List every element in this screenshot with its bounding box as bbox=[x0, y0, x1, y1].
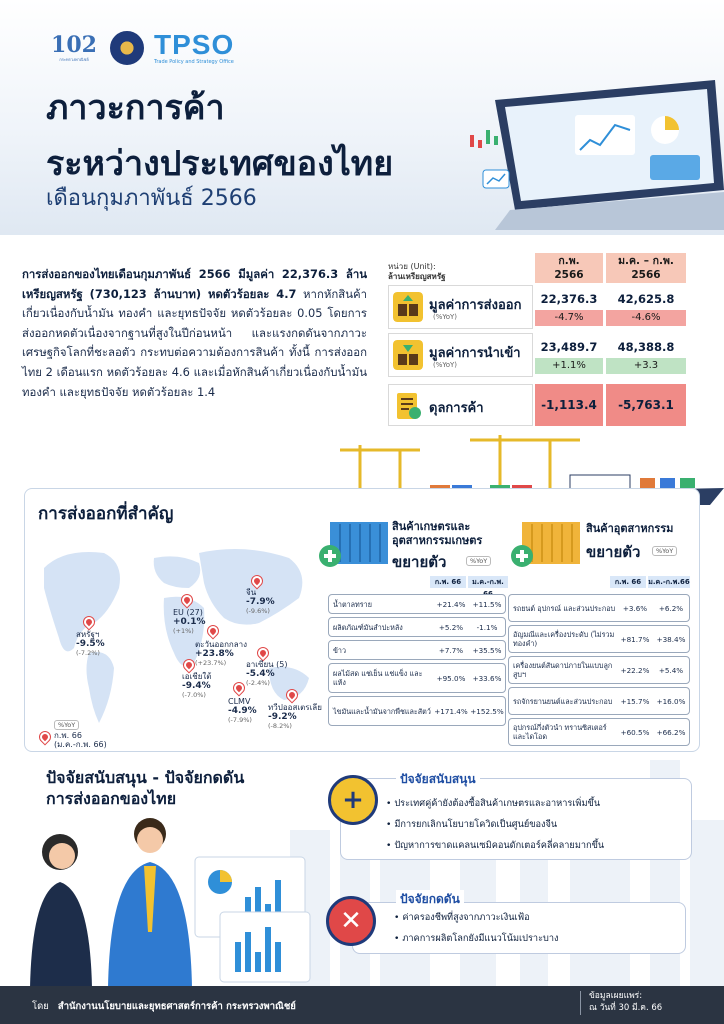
market-south-asia-name: เอเชียใต้ bbox=[182, 672, 212, 681]
industrial-heading: สินค้าอุตสาหกรรม bbox=[586, 522, 674, 535]
pressure-bullet-text: ภาคการผลิตโลกยังมีแนวโน้มเปราะบาง bbox=[402, 933, 559, 944]
agri-row bbox=[328, 640, 506, 660]
industrial-row-a: +22.2% bbox=[620, 665, 650, 675]
factors-title-2: การส่งออกของไทย bbox=[46, 788, 177, 808]
market-asean-name: อาเซียน (5) bbox=[246, 660, 288, 669]
ministry-seal-icon bbox=[110, 31, 144, 65]
support-bullet: • มีการยกเลิกนโยบายโควิดเป็นศูนย์ของจีน bbox=[386, 819, 558, 830]
market-usa-name: สหรัฐฯ bbox=[76, 630, 100, 639]
market-asean-value: -5.4% bbox=[246, 669, 275, 680]
industrial-row-b: +16.0% bbox=[656, 696, 686, 706]
market-clmv-value: -4.9% bbox=[228, 706, 257, 717]
import-label: มูลค่าการนำเข้า bbox=[429, 346, 521, 361]
balance-value-feb: -1,113.4 bbox=[535, 384, 603, 426]
col-head-feb-b: 2566 bbox=[554, 268, 584, 281]
agri-row-b: +33.6% bbox=[472, 673, 502, 683]
support-bullet-text: ปัญหาการขาดแคลนเซมิคอนดักเตอร์คลี่คลายมากขึ้น bbox=[394, 840, 605, 851]
pressure-bullet-text: ค่าครองชีพที่สูงจากภาวะเงินเฟ้อ bbox=[402, 912, 530, 923]
industrial-row bbox=[508, 594, 690, 622]
logo-102 bbox=[48, 28, 100, 68]
agri-row-name: ไขมันและน้ำมันจากพืชและสัตว์ bbox=[333, 706, 431, 716]
logo-102-number: 102 bbox=[51, 31, 97, 58]
export-boxes-icon bbox=[393, 292, 423, 322]
agri-yoy-tag: %YoY bbox=[466, 556, 491, 566]
market-eu bbox=[173, 608, 206, 635]
agri-row bbox=[328, 617, 506, 637]
industrial-status: ขยายตัว bbox=[586, 543, 641, 561]
factors-title-1: ปัจจัยสนับสนุน - ปัจจัยกดดัน bbox=[46, 768, 245, 787]
market-middle-east-sub: (+23.7%) bbox=[195, 658, 227, 667]
map-legend-b: (ม.ค.-ก.พ. 66) bbox=[54, 740, 107, 750]
import-row-label bbox=[388, 333, 533, 377]
import-boxes-icon bbox=[393, 340, 423, 370]
exports-title: การส่งออกที่สำคัญ bbox=[38, 504, 174, 524]
market-australia bbox=[268, 703, 322, 730]
agri-row-b: -1.1% bbox=[476, 622, 498, 632]
market-clmv-sub: (-7.9%) bbox=[228, 715, 252, 724]
industrial-row-name: รถยนต์ อุปกรณ์ และส่วนประกอบ bbox=[513, 603, 616, 613]
import-pct-janfeb: +3.3 bbox=[606, 358, 686, 374]
agri-row-a: +95.0% bbox=[436, 673, 466, 683]
agri-heading-1: สินค้าเกษตรและ bbox=[392, 520, 471, 533]
market-middle-east-value: +23.8% bbox=[195, 649, 234, 660]
support-bullet: • ประเทศคู่ค้ายังต้องซื้อสินค้าเกษตรและอาหารเพิ่มขึ้น bbox=[386, 798, 601, 809]
industrial-row-name: รถจักรยานยนต์และส่วนประกอบ bbox=[513, 696, 613, 706]
intro-rest: หากหักสินค้าเกี่ยวเนื่องกับน้ำมัน ทองคำ และยุทธปัจจัย หดตัวร้อยละ 0.05 โดยการส่งออกหดตัวเนื่องจากฐานที่สูงในปีก่อนหน้า และแรงกดดันจากภาวะเศรษฐกิจโลกที่ชะลอตัว กระทบต่อความต้องการสินค้า ทั้งนี้ การส่งออกไทย 2 เดือนแรก หดตัวร้อยละ 4.6 และเมื่อหักสินค้าเกี่ยวเนื่องกับน้ำมัน ทองคำ และยุทธปัจจัย หดตัวร้อยละ 1.4 bbox=[22, 286, 367, 399]
footer-by bbox=[32, 999, 296, 1014]
market-eu-sub: (+1%) bbox=[173, 626, 194, 635]
industrial-row-a: +81.7% bbox=[620, 634, 650, 644]
agri-status: ขยายตัว bbox=[392, 553, 447, 571]
export-label: มูลค่าการส่งออก bbox=[429, 298, 522, 313]
industrial-row bbox=[508, 625, 690, 653]
footer-by-value: สำนักงานนโยบายและยุทธศาสตร์การค้า กระทรวงพาณิชย์ bbox=[57, 1001, 296, 1012]
agri-row-name: น้ำตาลทราย bbox=[333, 599, 372, 609]
market-australia-value: -9.2% bbox=[268, 712, 297, 723]
agri-row-name: ข้าว bbox=[333, 645, 346, 655]
logo-102-subtitle: กระทรวงพาณิชย์ bbox=[59, 56, 89, 62]
laptop-illustration bbox=[455, 80, 724, 230]
agri-heading-2: อุตสาหกรรมเกษตร bbox=[392, 533, 483, 547]
agri-row bbox=[328, 696, 506, 726]
industrial-row-a: +60.5% bbox=[620, 727, 650, 737]
agri-container-icon bbox=[318, 520, 390, 570]
tpso-logo bbox=[154, 31, 234, 65]
footer-by-label: โดย bbox=[32, 1001, 49, 1012]
industrial-row-a: +3.6% bbox=[622, 603, 648, 613]
pressure-box bbox=[352, 902, 686, 954]
agri-col-b: ม.ค.-ก.พ. bbox=[468, 576, 508, 588]
industrial-row-b: +5.4% bbox=[658, 665, 684, 675]
col-head-feb bbox=[535, 253, 603, 283]
support-bullet-text: ประเทศคู่ค้ายังต้องซื้อสินค้าเกษตรและอาหารเพิ่มขึ้น bbox=[394, 798, 601, 809]
pressure-bullet: • ค่าครองชีพที่สูงจากภาวะเงินเฟ้อ bbox=[394, 912, 530, 923]
agri-row-a: +5.2% bbox=[438, 622, 464, 632]
agri-row-a: +7.7% bbox=[438, 645, 464, 655]
balance-label: ดุลการค้า bbox=[429, 401, 484, 416]
map-legend-a: ก.พ. 66 bbox=[54, 731, 82, 740]
market-asean bbox=[246, 660, 288, 687]
intro-bold: การส่งออกของไทยเดือนกุมภาพันธ์ 2566 มีมูลค่า 22,376.3 ล้านเหรียญสหรัฐ (730,123 ล้านบาท) หดตัวร้อยละ 4.7 bbox=[22, 267, 367, 301]
industrial-row-b: +38.4% bbox=[656, 634, 686, 644]
industrial-row-name: เครื่องยนต์สันดาปภายในแบบลูกสูบฯ bbox=[513, 661, 613, 679]
market-china-value: -7.9% bbox=[246, 597, 275, 608]
agri-row-name: ผลไม้สด แช่เย็น แช่แข็ง และแห้ง bbox=[333, 669, 423, 687]
market-middle-east bbox=[195, 640, 247, 667]
market-china-sub: (-9.6%) bbox=[246, 606, 270, 615]
unit-value: ล้านเหรียญสหรัฐ bbox=[388, 272, 446, 282]
market-asean-sub: (-2.4%) bbox=[246, 678, 270, 687]
agri-row-b: +152.5% bbox=[470, 706, 504, 716]
tpso-logo-text: TPSO bbox=[154, 29, 235, 60]
footer-date bbox=[580, 991, 662, 1015]
industrial-col-a: ก.พ. 66 bbox=[610, 576, 646, 588]
market-australia-name: ทวีปออสเตรเลีย bbox=[268, 703, 322, 712]
market-clmv bbox=[228, 697, 257, 724]
document-money-icon bbox=[393, 391, 423, 421]
market-usa-value: -9.5% bbox=[76, 639, 105, 650]
market-clmv-name: CLMV bbox=[228, 697, 251, 706]
unit-label-text: หน่วย (Unit): bbox=[388, 262, 436, 271]
industrial-yoy-tag: %YoY bbox=[652, 546, 677, 556]
col-head-janfeb bbox=[606, 253, 686, 283]
export-pct-janfeb: -4.6% bbox=[606, 310, 686, 326]
market-south-asia bbox=[182, 672, 212, 699]
import-value-feb: 23,489.7 bbox=[540, 340, 598, 354]
plus-icon: + bbox=[328, 775, 378, 825]
support-bullet-text: มีการยกเลิกนโยบายโควิดเป็นศูนย์ของจีน bbox=[394, 819, 558, 830]
business-people-illustration bbox=[20, 812, 320, 988]
footer bbox=[0, 986, 724, 1024]
agri-row-name: ผลิตภัณฑ์มันสำปะหลัง bbox=[333, 622, 403, 632]
industrial-row-b: +66.2% bbox=[656, 727, 686, 737]
agri-row-b: +35.5% bbox=[472, 645, 502, 655]
industrial-row-name: อุปกรณ์กึ่งตัวนำ ทรานซิสเตอร์ และไดโอด bbox=[513, 723, 607, 741]
industrial-container-icon bbox=[508, 520, 582, 570]
agri-row-a: +171.4% bbox=[434, 706, 468, 716]
export-value-janfeb: 42,625.8 bbox=[617, 292, 675, 306]
balance-row-label bbox=[388, 384, 533, 426]
logo-row bbox=[48, 28, 234, 68]
market-eu-name: EU (27) bbox=[173, 608, 203, 617]
export-sub: (%YoY) bbox=[433, 313, 458, 321]
map-legend-tag: %YoY bbox=[54, 720, 79, 730]
col-head-janfeb-b: 2566 bbox=[631, 268, 661, 281]
industrial-row-b: +6.2% bbox=[658, 603, 684, 613]
industrial-row-a: +15.7% bbox=[620, 696, 650, 706]
title-line-2: ระหว่างประเทศของไทย bbox=[46, 144, 394, 184]
export-row-label bbox=[388, 285, 533, 329]
export-pct-feb: -4.7% bbox=[535, 310, 603, 326]
import-sub: (%YoY) bbox=[433, 361, 458, 369]
factors-title bbox=[46, 768, 244, 810]
pressure-bullet: • ภาคการผลิตโลกยังมีแนวโน้มเปราะบาง bbox=[394, 933, 559, 944]
support-bullet: • ปัญหาการขาดแคลนเซมิคอนดักเตอร์คลี่คลายมากขึ้น bbox=[386, 840, 605, 851]
market-middle-east-name: ตะวันออกกลาง bbox=[195, 640, 248, 649]
market-usa-sub: (-7.2%) bbox=[76, 648, 100, 657]
industrial-row bbox=[508, 687, 690, 715]
title-line-1: ภาวะการค้า bbox=[46, 88, 225, 128]
cross-icon: ✕ bbox=[326, 896, 376, 946]
market-eu-value: +0.1% bbox=[173, 617, 206, 628]
agri-row-a: +21.4% bbox=[436, 599, 466, 609]
balance-value-janfeb: -5,763.1 bbox=[606, 384, 686, 426]
import-pct-feb: +1.1% bbox=[535, 358, 603, 374]
col-head-feb-a: ก.พ. bbox=[558, 255, 580, 267]
industrial-row-name: อัญมณีและเครื่องประดับ (ไม่รวมทองคำ) bbox=[513, 630, 615, 648]
market-usa bbox=[76, 630, 105, 657]
pressure-title: ปัจจัยกดดัน bbox=[396, 890, 464, 909]
agri-heading bbox=[392, 520, 482, 548]
agri-row bbox=[328, 594, 506, 614]
agri-row-b: +11.5% bbox=[472, 599, 502, 609]
market-south-asia-sub: (-7.0%) bbox=[182, 690, 206, 699]
col-head-janfeb-a: ม.ค. – ก.พ. bbox=[618, 255, 674, 267]
market-china bbox=[246, 588, 275, 615]
agri-row bbox=[328, 663, 506, 693]
industrial-row bbox=[508, 656, 690, 684]
support-title: ปัจจัยสนับสนุน bbox=[396, 770, 480, 789]
market-australia-sub: (-8.2%) bbox=[268, 721, 292, 730]
footer-date-label: ข้อมูลเผยแพร่: bbox=[589, 991, 643, 1001]
industrial-col-b: ม.ค.-ก.พ.66 bbox=[648, 578, 690, 586]
map-legend bbox=[54, 731, 107, 749]
market-south-asia-value: -9.4% bbox=[182, 681, 211, 692]
agri-col-a: ก.พ. 66 bbox=[430, 576, 466, 588]
import-value-janfeb: 48,388.8 bbox=[617, 340, 675, 354]
unit-label bbox=[388, 262, 446, 283]
market-china-name: จีน bbox=[246, 588, 257, 597]
tpso-logo-subtitle: Trade Policy and Strategy Office bbox=[154, 59, 234, 65]
intro-paragraph bbox=[22, 265, 367, 402]
title-month: เดือนกุมภาพันธ์ 2566 bbox=[46, 186, 257, 211]
footer-date-value: ณ วันที่ 30 มี.ค. 66 bbox=[589, 1002, 663, 1013]
export-value-feb: 22,376.3 bbox=[540, 292, 598, 306]
